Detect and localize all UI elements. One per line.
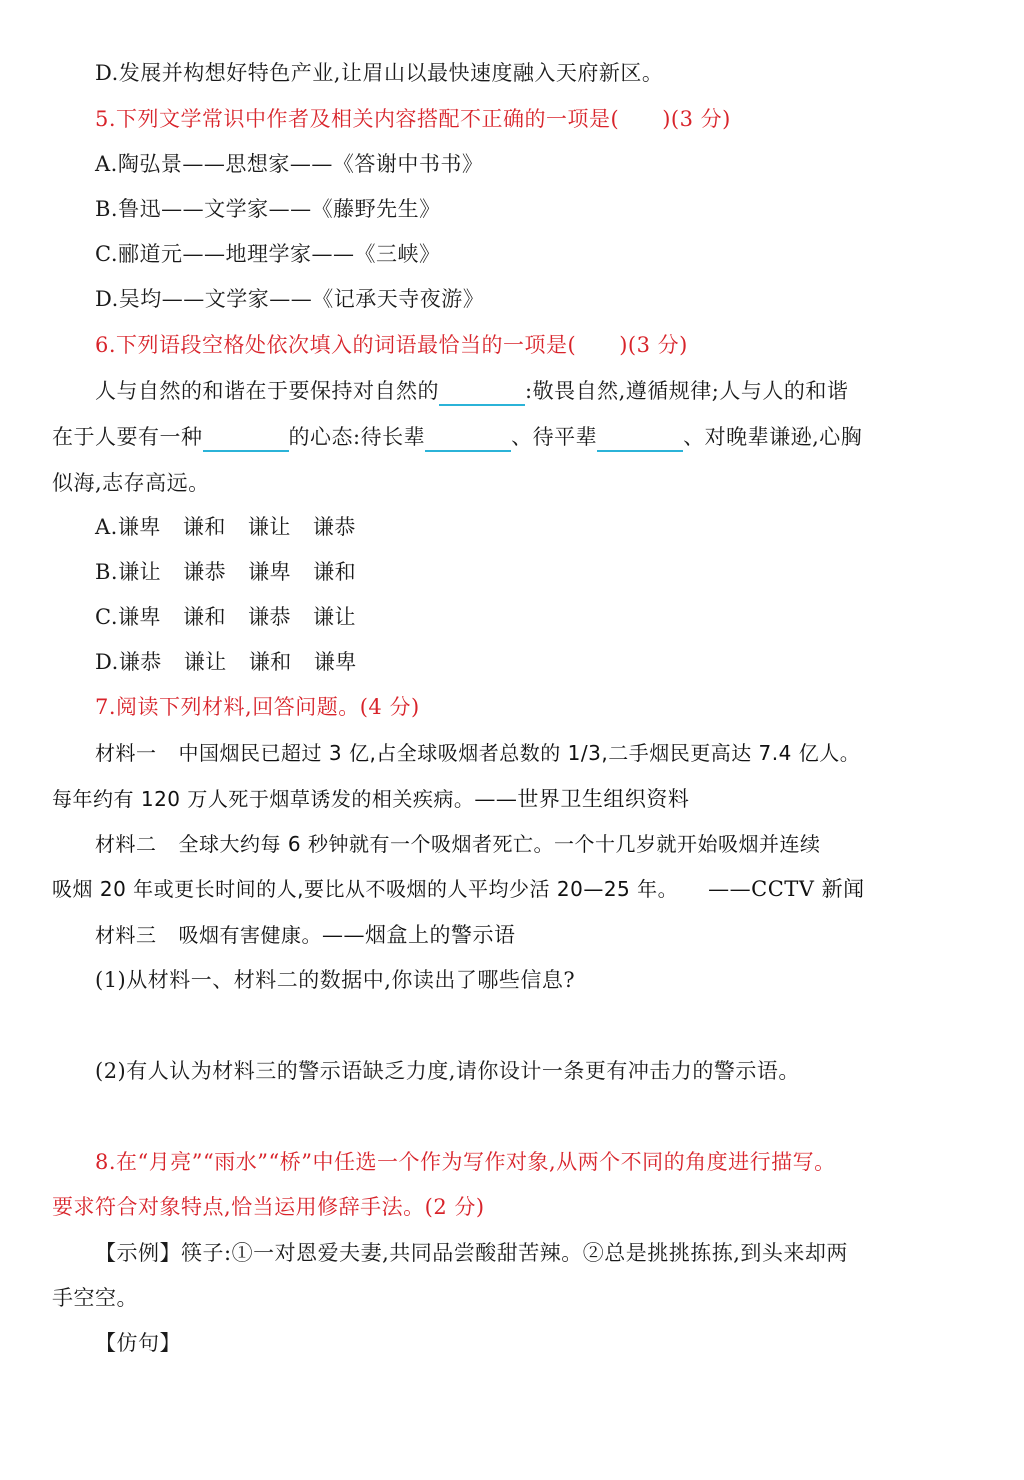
q7-stem: 7.阅读下列材料,回答问题。(4 分) xyxy=(95,695,420,719)
q5-option-a: A.陶弘景——思想家——《答谢中书书》 xyxy=(95,152,484,176)
fill-blank-1[interactable] xyxy=(439,380,525,406)
material-2-line-2 xyxy=(52,874,865,904)
option-word: 谦恭 xyxy=(312,515,356,539)
option-word: 谦卑 xyxy=(248,560,292,584)
fill-blank-3[interactable] xyxy=(425,426,511,452)
material-title: 材料三 xyxy=(95,923,157,947)
material-1-line-2 xyxy=(52,784,689,814)
q6-option-d xyxy=(95,647,379,677)
q6-text: 、待平辈 xyxy=(511,425,598,449)
q6-option-a xyxy=(95,512,378,542)
q5-option-b: B.鲁迅——文学家——《藤野先生》 xyxy=(95,197,441,221)
option-word: 谦让 xyxy=(118,560,162,584)
option-word: 谦卑 xyxy=(117,515,161,539)
option-word: 谦卑 xyxy=(313,650,357,674)
q6-text: 的心态:待长辈 xyxy=(288,425,426,449)
q6-text: 人与自然的和谐在于要保持对自然的 xyxy=(95,379,439,403)
q6-option-b xyxy=(95,557,378,587)
q7-sub-question-2: (2)有人认为材料三的警示语缺乏力度,请你设计一条更有冲击力的警示语。 xyxy=(95,1059,800,1083)
q8-stem-line-1: 8.在“月亮”“雨水”“桥”中任选一个作为写作对象,从两个不同的角度进行描写。 xyxy=(95,1150,836,1174)
option-word: 谦和 xyxy=(313,560,357,584)
q6-option-c xyxy=(95,602,378,632)
material-title: 材料一 xyxy=(95,741,157,765)
q4-option-d: D.发展并构想好特色产业,让眉山以最快速度融入天府新区。 xyxy=(95,61,664,85)
option-word: 谦恭 xyxy=(183,560,227,584)
q8-imitate-label: 【仿句】 xyxy=(95,1331,181,1355)
q6-passage-line-2 xyxy=(52,422,862,452)
material-3-line xyxy=(95,920,516,950)
material-source: ——烟盒上的警示语 xyxy=(322,923,516,947)
option-word: 谦让 xyxy=(183,650,227,674)
material-text: 每年约有 120 万人死于烟草诱发的相关疾病。 xyxy=(52,787,475,811)
q6-passage-line-1 xyxy=(95,376,848,406)
material-text: 吸烟有害健康。 xyxy=(178,923,322,947)
material-title: 材料二 xyxy=(95,832,157,856)
option-word: 谦和 xyxy=(248,650,292,674)
fill-blank-4[interactable] xyxy=(597,426,683,452)
q6-stem: 6.下列语段空格处依次填入的词语最恰当的一项是( )(3 分) xyxy=(95,333,688,357)
q5-option-c: C.郦道元——地理学家——《三峡》 xyxy=(95,242,441,266)
q8-stem-line-2: 要求符合对象特点,恰当运用修辞手法。(2 分) xyxy=(52,1195,485,1219)
q6-text: 、对晚辈谦逊,心胸 xyxy=(683,425,863,449)
option-label: C. xyxy=(95,605,118,629)
option-word: 谦卑 xyxy=(118,605,161,629)
option-label: B. xyxy=(95,560,119,584)
q6-text: 在于人要有一种 xyxy=(52,425,203,449)
q8-example-line-2: 手空空。 xyxy=(52,1286,138,1310)
material-source: ——CCTV 新闻 xyxy=(708,877,865,901)
option-word: 谦恭 xyxy=(118,650,162,674)
option-word: 谦和 xyxy=(183,605,226,629)
material-1-line-1 xyxy=(95,738,860,768)
material-text: 全球大约每 6 秒钟就有一个吸烟者死亡。一个十几岁就开始吸烟并连续 xyxy=(178,832,821,856)
q8-example-line-1: 【示例】筷子:①一对恩爱夫妻,共同品尝酸甜苦辣。②总是挑挑拣拣,到头来却两 xyxy=(95,1241,848,1265)
q6-passage-line-3: 似海,志存高远。 xyxy=(52,471,210,495)
q5-option-d: D.吴均——文学家——《记承天寺夜游》 xyxy=(95,287,485,311)
option-word: 谦恭 xyxy=(248,605,291,629)
option-label: D. xyxy=(95,650,119,674)
option-label: A. xyxy=(95,515,118,539)
option-word: 谦和 xyxy=(182,515,226,539)
q5-stem: 5.下列文学常识中作者及相关内容搭配不正确的一项是( )(3 分) xyxy=(95,107,731,131)
material-text: 中国烟民已超过 3 亿,占全球吸烟者总数的 1/3,二手烟民更高达 7.4 亿人。 xyxy=(178,741,861,765)
option-word: 谦让 xyxy=(313,605,356,629)
fill-blank-2[interactable] xyxy=(203,426,289,452)
q7-sub-question-1: (1)从材料一、材料二的数据中,你读出了哪些信息? xyxy=(95,968,576,992)
option-word: 谦让 xyxy=(247,515,291,539)
material-2-line-1 xyxy=(95,829,820,859)
material-text: 吸烟 20 年或更长时间的人,要比从不吸烟的人平均少活 20—25 年。 xyxy=(52,877,679,901)
q6-text: :敬畏自然,遵循规律;人与人的和谐 xyxy=(525,379,849,403)
material-source: ——世界卫生组织资料 xyxy=(474,787,690,811)
